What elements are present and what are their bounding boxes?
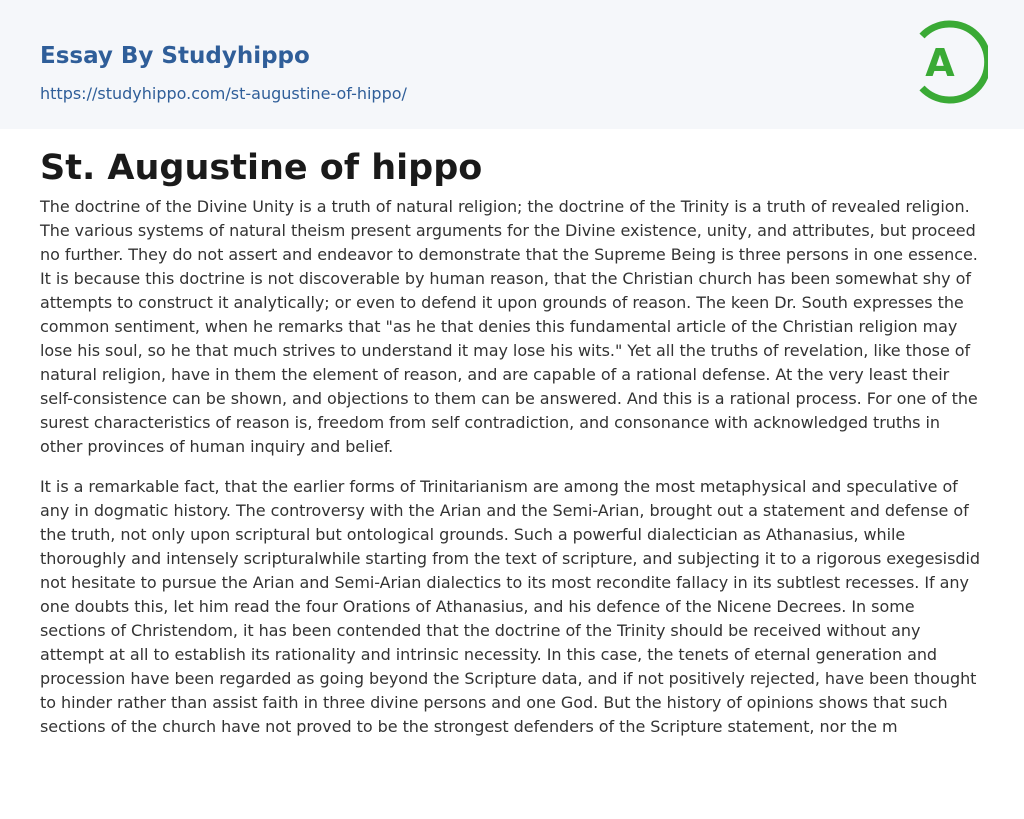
studyhippo-logo-icon[interactable] bbox=[908, 18, 988, 106]
site-name: Essay By Studyhippo bbox=[40, 43, 310, 69]
logo-letter: A bbox=[925, 41, 955, 85]
page-title: St. Augustine of hippo bbox=[40, 148, 483, 188]
site-header bbox=[0, 0, 1024, 129]
source-url-link[interactable]: https://studyhippo.com/st-augustine-of-hippo/ bbox=[40, 84, 407, 103]
article-paragraph: The doctrine of the Divine Unity is a truth of natural religion; the doctrine of the Trinity is a truth of revealed religion. The various systems of natural theism present arguments for the Divine existence, unity, and attributes, but proceed no further. They do not assert and endeavor to demonstrate that the Supreme Being is three persons in one essence. It is because this doctrine is not discoverable by human reason, that the Christian church has been somewhat shy of attempts to construct it analytically; or even to defend it upon grounds of reason. The keen Dr. South expresses the common sentiment, when he remarks that "as he that denies this fundamental article of the Christian religion may lose his soul, so he that much strives to understand it may lose his wits." Yet all the truths of revelation, like those of natural religion, have in them the element of reason, and are capable of a rational defense. At the very least their self-consistence can be shown, and objections to them can be answered. And this is a rational process. For one of the surest characteristics of reason is, freedom from self contradiction, and consonance with acknowledged truths in other provinces of human inquiry and belief. bbox=[40, 197, 978, 456]
article-paragraph: It is a remarkable fact, that the earlier forms of Trinitarianism are among the most metaphysical and speculative of any in dogmatic history. The controversy with the Arian and the Semi-Arian, brought out a statement and defense of the truth, not only upon scriptural but ontological grounds. Such a powerful dialectician as Athanasius, while thoroughly and intensely scripturalwhile starting from the text of scripture, and subjecting it to a rigorous exegesisdid not hesitate to pursue the Arian and Semi-Arian dialectics to its most recondite fallacy in its subtlest recesses. If any one doubts this, let him read the four Orations of Athanasius, and his defence of the Nicene Decrees. In some sections of Christendom, it has been contended that the doctrine of the Trinity should be received without any attempt at all to establish its rationality and intrinsic necessity. In this case, the tenets of eternal generation and procession have been regarded as going beyond the Scripture data, and if not positively rejected, have been thought to hinder rather than assist faith in three divine persons and one God. But the history of opinions shows that such sections of the church have not proved to be the strongest defenders of the Scripture statement, nor the m bbox=[40, 477, 980, 736]
article bbox=[40, 144, 984, 739]
